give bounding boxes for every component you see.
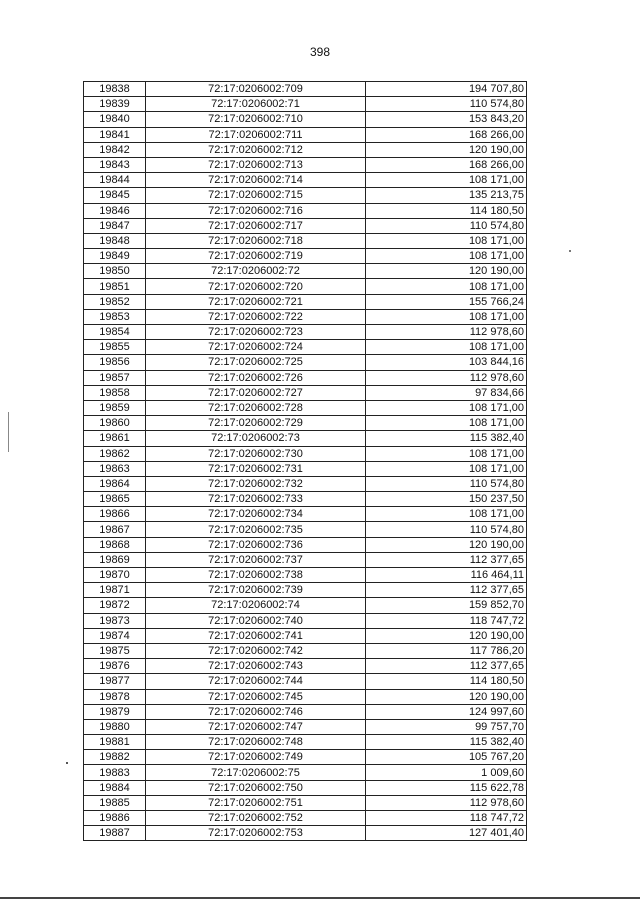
row-number-cell: 19876 <box>84 659 146 674</box>
table-row <box>84 492 527 507</box>
table-row <box>84 568 527 583</box>
table-row <box>84 735 527 750</box>
cadastral-number-cell: 72:17:0206002:747 <box>146 719 366 734</box>
value-cell: 115 382,40 <box>366 431 527 446</box>
table-row <box>84 142 527 157</box>
table-row <box>84 628 527 643</box>
page-bottom-edge <box>0 897 640 899</box>
table-row <box>84 719 527 734</box>
table-row <box>84 309 527 324</box>
row-number-cell: 19842 <box>84 142 146 157</box>
cadastral-number-cell: 72:17:0206002:737 <box>146 552 366 567</box>
cadastral-number-cell: 72:17:0206002:714 <box>146 173 366 188</box>
table-row <box>84 826 527 841</box>
value-cell: 194 707,80 <box>366 82 527 97</box>
row-number-cell: 19877 <box>84 674 146 689</box>
cadastral-number-cell: 72:17:0206002:709 <box>146 82 366 97</box>
cadastral-number-cell: 72:17:0206002:726 <box>146 370 366 385</box>
row-number-cell: 19867 <box>84 522 146 537</box>
value-cell: 108 171,00 <box>366 446 527 461</box>
table-row <box>84 674 527 689</box>
value-cell: 108 171,00 <box>366 309 527 324</box>
value-cell: 112 978,60 <box>366 370 527 385</box>
cadastral-number-cell: 72:17:0206002:743 <box>146 659 366 674</box>
value-cell: 120 190,00 <box>366 264 527 279</box>
row-number-cell: 19857 <box>84 370 146 385</box>
cadastral-number-cell: 72:17:0206002:740 <box>146 613 366 628</box>
row-number-cell: 19870 <box>84 568 146 583</box>
table-row <box>84 325 527 340</box>
value-cell: 120 190,00 <box>366 142 527 157</box>
value-cell: 108 171,00 <box>366 400 527 415</box>
row-number-cell: 19838 <box>84 82 146 97</box>
row-number-cell: 19871 <box>84 583 146 598</box>
value-cell: 108 171,00 <box>366 507 527 522</box>
table-row <box>84 385 527 400</box>
row-number-cell: 19875 <box>84 643 146 658</box>
table-row <box>84 82 527 97</box>
cadastral-number-cell: 72:17:0206002:735 <box>146 522 366 537</box>
value-cell: 108 171,00 <box>366 233 527 248</box>
value-cell: 108 171,00 <box>366 461 527 476</box>
value-cell: 120 190,00 <box>366 628 527 643</box>
row-number-cell: 19840 <box>84 112 146 127</box>
value-cell: 110 574,80 <box>366 218 527 233</box>
table-row <box>84 750 527 765</box>
row-number-cell: 19879 <box>84 704 146 719</box>
value-cell: 127 401,40 <box>366 826 527 841</box>
cadastral-number-cell: 72:17:0206002:744 <box>146 674 366 689</box>
value-cell: 155 766,24 <box>366 294 527 309</box>
cadastral-number-cell: 72:17:0206002:746 <box>146 704 366 719</box>
row-number-cell: 19878 <box>84 689 146 704</box>
cadastral-number-cell: 72:17:0206002:710 <box>146 112 366 127</box>
value-cell: 108 171,00 <box>366 340 527 355</box>
value-cell: 1 009,60 <box>366 765 527 780</box>
row-number-cell: 19862 <box>84 446 146 461</box>
table-row <box>84 157 527 172</box>
value-cell: 120 190,00 <box>366 537 527 552</box>
table-row <box>84 811 527 826</box>
cadastral-number-cell: 72:17:0206002:732 <box>146 476 366 491</box>
row-number-cell: 19839 <box>84 97 146 112</box>
value-cell: 117 786,20 <box>366 643 527 658</box>
row-number-cell: 19887 <box>84 826 146 841</box>
table-row <box>84 173 527 188</box>
table-row <box>84 294 527 309</box>
cadastral-number-cell: 72:17:0206002:749 <box>146 750 366 765</box>
cadastral-number-cell: 72:17:0206002:74 <box>146 598 366 613</box>
row-number-cell: 19856 <box>84 355 146 370</box>
table-row <box>84 537 527 552</box>
value-cell: 168 266,00 <box>366 157 527 172</box>
table-row <box>84 416 527 431</box>
cadastral-number-cell: 72:17:0206002:711 <box>146 127 366 142</box>
cadastral-number-cell: 72:17:0206002:748 <box>146 735 366 750</box>
cadastral-number-cell: 72:17:0206002:727 <box>146 385 366 400</box>
row-number-cell: 19849 <box>84 249 146 264</box>
row-number-cell: 19886 <box>84 811 146 826</box>
value-cell: 115 622,78 <box>366 780 527 795</box>
table-row <box>84 249 527 264</box>
cadastral-number-cell: 72:17:0206002:736 <box>146 537 366 552</box>
row-number-cell: 19852 <box>84 294 146 309</box>
table-row <box>84 400 527 415</box>
cadastral-number-cell: 72:17:0206002:723 <box>146 325 366 340</box>
cadastral-number-cell: 72:17:0206002:753 <box>146 826 366 841</box>
table-row <box>84 613 527 628</box>
table-body <box>84 82 527 841</box>
value-cell: 110 574,80 <box>366 476 527 491</box>
row-number-cell: 19881 <box>84 735 146 750</box>
table-row <box>84 218 527 233</box>
row-number-cell: 19868 <box>84 537 146 552</box>
row-number-cell: 19884 <box>84 780 146 795</box>
cadastral-number-cell: 72:17:0206002:721 <box>146 294 366 309</box>
value-cell: 112 377,65 <box>366 552 527 567</box>
row-number-cell: 19859 <box>84 400 146 415</box>
cadastral-number-cell: 72:17:0206002:739 <box>146 583 366 598</box>
cadastral-number-cell: 72:17:0206002:741 <box>146 628 366 643</box>
cadastral-number-cell: 72:17:0206002:722 <box>146 309 366 324</box>
table-row <box>84 552 527 567</box>
value-cell: 135 213,75 <box>366 188 527 203</box>
value-cell: 112 377,65 <box>366 583 527 598</box>
value-cell: 108 171,00 <box>366 279 527 294</box>
row-number-cell: 19858 <box>84 385 146 400</box>
cadastral-number-cell: 72:17:0206002:745 <box>146 689 366 704</box>
row-number-cell: 19883 <box>84 765 146 780</box>
cadastral-number-cell: 72:17:0206002:719 <box>146 249 366 264</box>
row-number-cell: 19853 <box>84 309 146 324</box>
value-cell: 112 978,60 <box>366 795 527 810</box>
table-row <box>84 461 527 476</box>
cadastral-number-cell: 72:17:0206002:750 <box>146 780 366 795</box>
cadastral-number-cell: 72:17:0206002:742 <box>146 643 366 658</box>
row-number-cell: 19843 <box>84 157 146 172</box>
table-row <box>84 659 527 674</box>
value-cell: 124 997,60 <box>366 704 527 719</box>
scan-speck <box>569 250 571 252</box>
table-row <box>84 704 527 719</box>
table-row <box>84 446 527 461</box>
row-number-cell: 19882 <box>84 750 146 765</box>
cadastral-number-cell: 72:17:0206002:729 <box>146 416 366 431</box>
row-number-cell: 19848 <box>84 233 146 248</box>
value-cell: 153 843,20 <box>366 112 527 127</box>
cadastral-number-cell: 72:17:0206002:712 <box>146 142 366 157</box>
table-row <box>84 780 527 795</box>
row-number-cell: 19869 <box>84 552 146 567</box>
cadastral-value-table <box>83 81 527 841</box>
value-cell: 118 747,72 <box>366 613 527 628</box>
value-cell: 110 574,80 <box>366 522 527 537</box>
value-cell: 114 180,50 <box>366 203 527 218</box>
value-cell: 105 767,20 <box>366 750 527 765</box>
table-row <box>84 279 527 294</box>
table-row <box>84 765 527 780</box>
cadastral-number-cell: 72:17:0206002:731 <box>146 461 366 476</box>
cadastral-number-cell: 72:17:0206002:71 <box>146 97 366 112</box>
cadastral-number-cell: 72:17:0206002:751 <box>146 795 366 810</box>
table-row <box>84 431 527 446</box>
table-row <box>84 188 527 203</box>
value-cell: 120 190,00 <box>366 689 527 704</box>
value-cell: 97 834,66 <box>366 385 527 400</box>
value-cell: 108 171,00 <box>366 173 527 188</box>
value-cell: 112 978,60 <box>366 325 527 340</box>
table-row <box>84 689 527 704</box>
row-number-cell: 19866 <box>84 507 146 522</box>
row-number-cell: 19841 <box>84 127 146 142</box>
value-cell: 168 266,00 <box>366 127 527 142</box>
table-row <box>84 340 527 355</box>
value-cell: 103 844,16 <box>366 355 527 370</box>
row-number-cell: 19846 <box>84 203 146 218</box>
cadastral-number-cell: 72:17:0206002:730 <box>146 446 366 461</box>
row-number-cell: 19861 <box>84 431 146 446</box>
table-row <box>84 233 527 248</box>
cadastral-number-cell: 72:17:0206002:720 <box>146 279 366 294</box>
row-number-cell: 19863 <box>84 461 146 476</box>
cadastral-number-cell: 72:17:0206002:715 <box>146 188 366 203</box>
table-row <box>84 476 527 491</box>
cadastral-number-cell: 72:17:0206002:713 <box>146 157 366 172</box>
cadastral-number-cell: 72:17:0206002:73 <box>146 431 366 446</box>
table-row <box>84 370 527 385</box>
cadastral-number-cell: 72:17:0206002:738 <box>146 568 366 583</box>
table-row <box>84 264 527 279</box>
table-row <box>84 97 527 112</box>
page-number: 398 <box>309 45 331 59</box>
cadastral-number-cell: 72:17:0206002:733 <box>146 492 366 507</box>
value-cell: 110 574,80 <box>366 97 527 112</box>
cadastral-number-cell: 72:17:0206002:728 <box>146 400 366 415</box>
cadastral-number-cell: 72:17:0206002:717 <box>146 218 366 233</box>
value-cell: 99 757,70 <box>366 719 527 734</box>
row-number-cell: 19885 <box>84 795 146 810</box>
value-cell: 114 180,50 <box>366 674 527 689</box>
row-number-cell: 19874 <box>84 628 146 643</box>
value-cell: 112 377,65 <box>366 659 527 674</box>
table-row <box>84 643 527 658</box>
table-row <box>84 127 527 142</box>
row-number-cell: 19855 <box>84 340 146 355</box>
value-cell: 116 464,11 <box>366 568 527 583</box>
table-row <box>84 507 527 522</box>
cadastral-number-cell: 72:17:0206002:724 <box>146 340 366 355</box>
row-number-cell: 19844 <box>84 173 146 188</box>
cadastral-number-cell: 72:17:0206002:725 <box>146 355 366 370</box>
value-cell: 115 382,40 <box>366 735 527 750</box>
value-cell: 108 171,00 <box>366 416 527 431</box>
cadastral-number-cell: 72:17:0206002:716 <box>146 203 366 218</box>
table-row <box>84 355 527 370</box>
table-row <box>84 522 527 537</box>
row-number-cell: 19854 <box>84 325 146 340</box>
row-number-cell: 19845 <box>84 188 146 203</box>
cadastral-number-cell: 72:17:0206002:75 <box>146 765 366 780</box>
row-number-cell: 19873 <box>84 613 146 628</box>
value-cell: 118 747,72 <box>366 811 527 826</box>
row-number-cell: 19850 <box>84 264 146 279</box>
table-row <box>84 795 527 810</box>
table-row <box>84 598 527 613</box>
cadastral-number-cell: 72:17:0206002:752 <box>146 811 366 826</box>
table-row <box>84 583 527 598</box>
value-cell: 150 237,50 <box>366 492 527 507</box>
row-number-cell: 19872 <box>84 598 146 613</box>
value-cell: 108 171,00 <box>366 249 527 264</box>
row-number-cell: 19851 <box>84 279 146 294</box>
scan-speck <box>66 762 68 764</box>
row-number-cell: 19847 <box>84 218 146 233</box>
table-row <box>84 112 527 127</box>
cadastral-number-cell: 72:17:0206002:734 <box>146 507 366 522</box>
cadastral-number-cell: 72:17:0206002:72 <box>146 264 366 279</box>
row-number-cell: 19880 <box>84 719 146 734</box>
row-number-cell: 19864 <box>84 476 146 491</box>
row-number-cell: 19865 <box>84 492 146 507</box>
value-cell: 159 852,70 <box>366 598 527 613</box>
cadastral-number-cell: 72:17:0206002:718 <box>146 233 366 248</box>
row-number-cell: 19860 <box>84 416 146 431</box>
table-row <box>84 203 527 218</box>
scan-margin-mark <box>8 412 9 452</box>
